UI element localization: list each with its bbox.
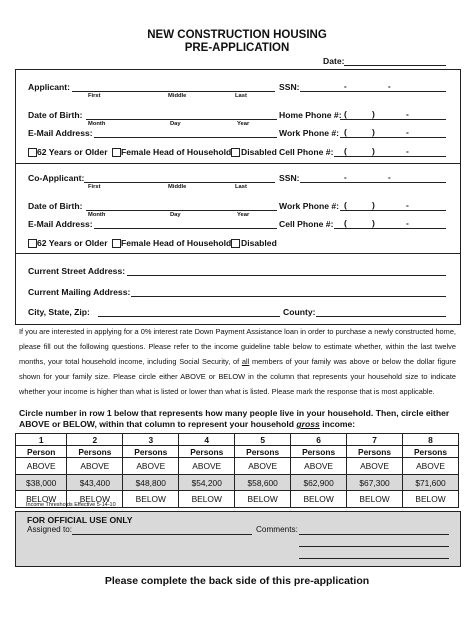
- above-cell[interactable]: ABOVE: [179, 458, 235, 475]
- below-cell[interactable]: BELOW: [235, 491, 291, 508]
- cell-phone-label: Cell Phone #:: [279, 147, 334, 157]
- persons-4[interactable]: 4: [179, 434, 235, 446]
- form-title: NEW CONSTRUCTION HOUSING: [147, 29, 327, 41]
- below-cell[interactable]: BELOW: [179, 491, 235, 508]
- below-cell[interactable]: BELOW: [67, 491, 123, 508]
- above-cell[interactable]: ABOVE: [291, 458, 347, 475]
- month-caption: Month: [88, 121, 106, 127]
- official-use-title: FOR OFFICIAL USE ONLY: [27, 515, 133, 525]
- phone-close-paren: ): [372, 200, 375, 210]
- ssn-dash: -: [388, 82, 391, 91]
- phone-open-paren: (: [344, 218, 347, 228]
- middle-caption: Middle: [168, 184, 187, 190]
- instructions-paragraph: If you are interested in applying for a 0% interest rate Down Payment Assistance loan in order to purchase a newly constructed home, please fill out the following questions. Please refer to the income guideline table below to estimate whether, within the last twelve months, your total household income, including Social Security, of all members of your family was above or below the dollar figure shown for your family size. Please circle either ABOVE or BELOW in the column that represents your household size to indicate whether your income is higher than what is listed or lower than what is listed. Please mark the response that is most applicable.: [19, 327, 456, 396]
- person-label: Persons: [67, 446, 123, 458]
- ssn-dash: -: [344, 82, 347, 91]
- applicant-female-head-label: Female Head of Household: [121, 147, 232, 157]
- amount-cell: $43,400: [67, 475, 123, 491]
- phone-dash: -: [406, 146, 409, 156]
- cell-phone-field[interactable]: [334, 156, 446, 157]
- applicant-email-label: E-Mail Address:: [28, 128, 93, 138]
- gross-emphasis: gross: [296, 419, 320, 429]
- persons-1[interactable]: 1: [16, 434, 67, 446]
- day-caption: Day: [170, 212, 181, 218]
- below-cell[interactable]: BELOW: [123, 491, 179, 508]
- comments-label: Comments:: [256, 525, 298, 534]
- comments-field-line-3[interactable]: [299, 558, 449, 559]
- person-label: Persons: [347, 446, 403, 458]
- phone-close-paren: ): [372, 127, 375, 137]
- phone-open-paren: (: [344, 109, 347, 119]
- below-cell[interactable]: BELOW: [403, 491, 459, 508]
- ssn-dash: -: [344, 173, 347, 182]
- phone-close-paren: ): [372, 218, 375, 228]
- phone-open-paren: (: [344, 127, 347, 137]
- person-label: Persons: [179, 446, 235, 458]
- co-cell-phone-label: Cell Phone #:: [279, 219, 334, 229]
- section-divider-1: [15, 163, 461, 164]
- applicant-dob-field[interactable]: [86, 119, 277, 120]
- person-label: Persons: [291, 446, 347, 458]
- amount-cell: $58,600: [235, 475, 291, 491]
- co-work-phone-label: Work Phone #:: [279, 201, 340, 211]
- middle-caption: Middle: [168, 93, 187, 99]
- last-caption: Last: [235, 93, 247, 99]
- above-cell[interactable]: ABOVE: [16, 458, 67, 475]
- person-label: Persons: [235, 446, 291, 458]
- first-caption: First: [88, 184, 101, 190]
- back-side-notice: Please complete the back side of this pre-application: [104, 575, 370, 587]
- persons-3[interactable]: 3: [123, 434, 179, 446]
- co-applicant-dob-field[interactable]: [86, 210, 277, 211]
- assigned-to-label: Assigned to:: [27, 525, 73, 534]
- person-label: Person: [16, 446, 67, 458]
- amount-cell: $71,600: [403, 475, 459, 491]
- person-label: Persons: [403, 446, 459, 458]
- table-row-persons: [16, 434, 459, 446]
- amount-cell: $67,300: [347, 475, 403, 491]
- mailing-address-field[interactable]: [131, 296, 446, 297]
- persons-6[interactable]: 6: [291, 434, 347, 446]
- amount-cell: $38,000: [16, 475, 67, 491]
- ssn-dash: -: [388, 173, 391, 182]
- co-applicant-name-field[interactable]: [84, 182, 275, 183]
- co-62-checkbox[interactable]: [28, 239, 37, 248]
- applicant-ssn-label: SSN:: [279, 82, 300, 92]
- co-female-head-label: Female Head of Household: [121, 238, 232, 248]
- home-phone-field[interactable]: [340, 119, 446, 120]
- year-caption: Year: [237, 212, 250, 218]
- applicant-disabled-checkbox[interactable]: [231, 148, 240, 157]
- form-subtitle: PRE-APPLICATION: [184, 42, 290, 54]
- persons-8[interactable]: 8: [403, 434, 459, 446]
- table-row-above: [16, 458, 459, 475]
- co-applicant-label: Co-Applicant:: [28, 173, 85, 183]
- phone-close-paren: ): [372, 109, 375, 119]
- phone-open-paren: (: [344, 146, 347, 156]
- applicant-disabled-label: Disabled: [241, 147, 277, 157]
- co-disabled-checkbox[interactable]: [231, 239, 240, 248]
- city-state-zip-label: City, State, Zip:: [28, 307, 90, 317]
- phone-dash: -: [406, 200, 409, 210]
- mailing-address-label: Current Mailing Address:: [28, 287, 131, 297]
- applicant-dob-label: Date of Birth:: [28, 110, 83, 120]
- table-row-person-labels: [16, 446, 459, 458]
- person-label: Persons: [123, 446, 179, 458]
- co-cell-phone-field[interactable]: [334, 228, 446, 229]
- income-threshold-footnote: Income Thresholds Effective 5-14-10: [26, 502, 116, 508]
- amount-cell: $54,200: [179, 475, 235, 491]
- below-cell[interactable]: BELOW: [291, 491, 347, 508]
- phone-open-paren: (: [344, 200, 347, 210]
- applicant-ssn-field[interactable]: [300, 91, 446, 92]
- co-applicant-email-label: E-Mail Address:: [28, 219, 93, 229]
- section-divider-2: [15, 253, 461, 254]
- below-cell[interactable]: BELOW: [347, 491, 403, 508]
- date-label: Date:: [323, 56, 345, 66]
- below-cell[interactable]: BELOW: [16, 491, 67, 508]
- street-address-label: Current Street Address:: [28, 266, 126, 276]
- above-cell[interactable]: ABOVE: [347, 458, 403, 475]
- city-state-zip-field[interactable]: [98, 316, 280, 317]
- persons-7[interactable]: 7: [347, 434, 403, 446]
- co-applicant-ssn-label: SSN:: [279, 173, 300, 183]
- above-cell[interactable]: ABOVE: [235, 458, 291, 475]
- phone-close-paren: ): [372, 146, 375, 156]
- persons-5[interactable]: 5: [235, 434, 291, 446]
- date-field[interactable]: [344, 65, 446, 66]
- year-caption: Year: [237, 121, 250, 127]
- above-cell[interactable]: ABOVE: [123, 458, 179, 475]
- comments-field-line-2[interactable]: [299, 546, 449, 547]
- comments-field-line-1[interactable]: [299, 534, 449, 535]
- co-applicant-dob-label: Date of Birth:: [28, 201, 83, 211]
- co-female-head-checkbox[interactable]: [112, 239, 121, 248]
- co-disabled-label: Disabled: [241, 238, 277, 248]
- phone-dash: -: [406, 218, 409, 228]
- co-work-phone-field[interactable]: [340, 210, 446, 211]
- applicant-label: Applicant:: [28, 82, 71, 92]
- all-emphasis: all: [241, 357, 250, 366]
- last-caption: Last: [235, 184, 247, 190]
- applicant-name-field[interactable]: [72, 91, 275, 92]
- county-label: County:: [283, 307, 316, 317]
- applicant-email-field[interactable]: [94, 137, 277, 138]
- persons-2[interactable]: 2: [67, 434, 123, 446]
- assigned-to-field[interactable]: [72, 534, 252, 535]
- home-phone-label: Home Phone #:: [279, 110, 342, 120]
- day-caption: Day: [170, 121, 181, 127]
- above-cell[interactable]: ABOVE: [403, 458, 459, 475]
- first-caption: First: [88, 93, 101, 99]
- income-threshold-table: [15, 433, 459, 508]
- amount-cell: $48,800: [123, 475, 179, 491]
- phone-dash: -: [406, 127, 409, 137]
- co-applicant-ssn-field[interactable]: [300, 182, 446, 183]
- applicant-62-checkbox[interactable]: [28, 148, 37, 157]
- phone-dash: -: [406, 109, 409, 119]
- county-field[interactable]: [316, 316, 446, 317]
- co-applicant-email-field[interactable]: [94, 228, 277, 229]
- applicant-62-label: 62 Years or Older: [37, 147, 108, 157]
- month-caption: Month: [88, 212, 106, 218]
- applicant-female-head-checkbox[interactable]: [112, 148, 121, 157]
- circle-instructions: Circle number in row 1 below that represents how many people live in your household. Then, circle either ABOVE or BELOW, within that column to represent your household gross income:: [19, 408, 450, 429]
- amount-cell: $62,900: [291, 475, 347, 491]
- street-address-field[interactable]: [127, 275, 446, 276]
- co-62-label: 62 Years or Older: [37, 238, 108, 248]
- work-phone-label: Work Phone #:: [279, 128, 340, 138]
- above-cell[interactable]: ABOVE: [67, 458, 123, 475]
- table-row-amounts: [16, 475, 459, 491]
- work-phone-field[interactable]: [340, 137, 446, 138]
